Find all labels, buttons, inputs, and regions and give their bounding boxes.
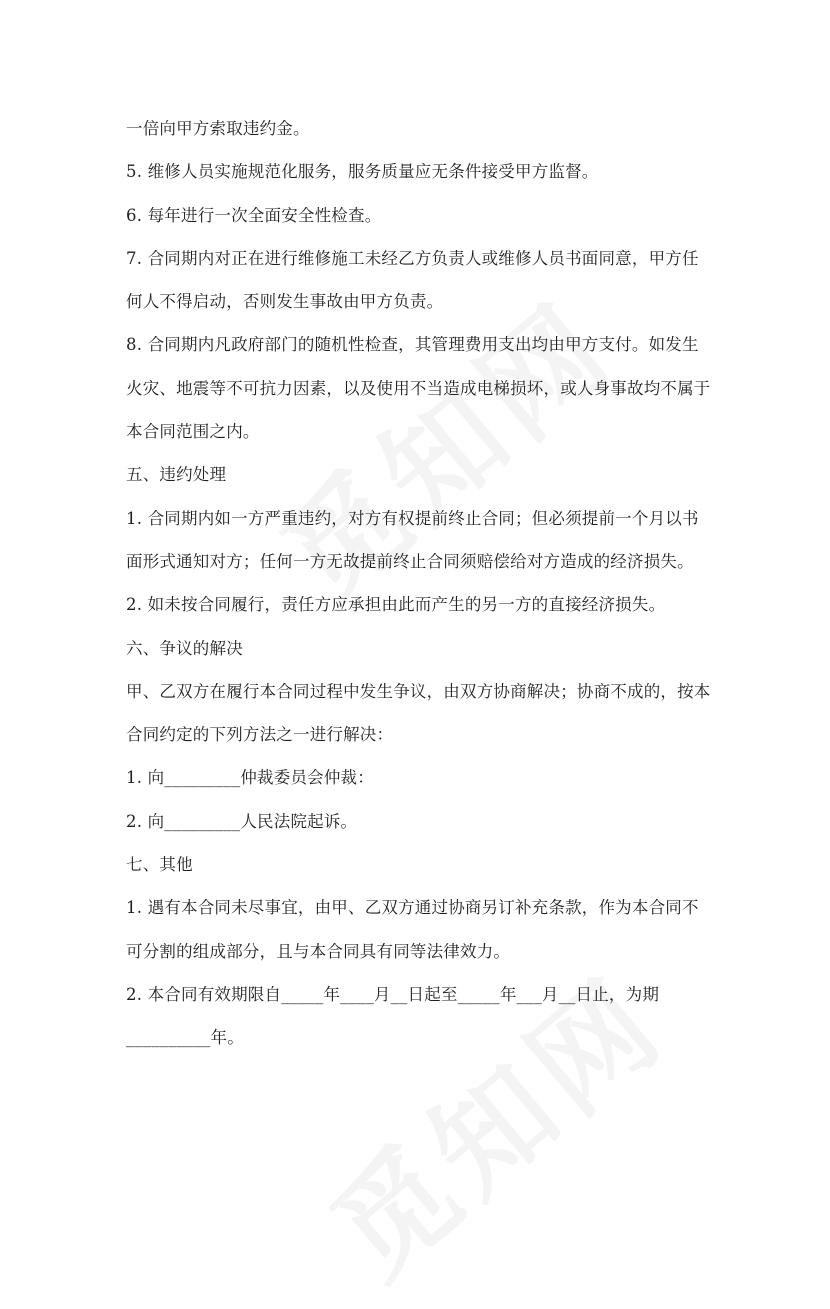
section-heading-breach: 五、违约处理 (126, 465, 227, 485)
clause-7-2-line-1: 2. 本合同有效期限自_____年____月__日起至_____年___月__日止，为期 (126, 984, 660, 1004)
document-body (126, 107, 716, 1060)
text-line-penalty-end: 一倍向甲方索取违约金。 (126, 119, 310, 138)
section-heading-dispute: 六、争议的解决 (126, 638, 243, 658)
clause-5-1-line-1: 1. 合同期内如一方严重违约，对方有权提前终止合同；但必须提前一个月以书 (126, 508, 699, 528)
clause-4-7-line-1: 7. 合同期内对正在进行维修施工未经乙方负责人或维修人员书面同意，甲方任 (126, 248, 699, 268)
clause-6-2-line: 2. 向_________人民法院起诉。 (126, 811, 358, 831)
dispute-intro-line-2: 合同约定的下列方法之一进行解决： (126, 725, 394, 745)
clause-4-5-line: 5. 维修人员实施规范化服务，服务质量应无条件接受甲方监督。 (126, 162, 599, 182)
clause-7-2-line-2: __________年。 (126, 1028, 244, 1048)
clause-7-1-line-1: 1. 遇有本合同未尽事宜，由甲、乙双方通过协商另订补充条款，作为本合同不 (126, 898, 699, 918)
clause-4-8-line-3: 本合同范围之内。 (126, 422, 260, 442)
clause-4-7-line-2: 何人不得启动，否则发生事故由甲方负责。 (126, 292, 444, 312)
clause-6-1-line: 1. 向_________仲裁委员会仲裁： (126, 768, 374, 788)
clause-4-8-line-1: 8. 合同期内凡政府部门的随机性检查，其管理费用支出均由甲方支付。如发生 (126, 335, 699, 355)
clause-5-2-line: 2. 如未按合同履行，责任方应承担由此而产生的另一方的直接经济损失。 (126, 595, 666, 615)
dispute-intro-line-1: 甲、乙双方在履行本合同过程中发生争议，由双方协商解决；协商不成的，按本 (126, 681, 711, 701)
clause-4-8-line-2: 火灾、地震等不可抗力因素，以及使用不当造成电梯损坏，或人身事故均不属于 (126, 378, 711, 398)
clause-7-1-line-2: 可分割的组成部分，且与本合同具有同等法律效力。 (126, 941, 511, 961)
clause-5-1-line-2: 面形式通知对方；任何一方无故提前终止合同须赔偿给对方造成的经济损失。 (126, 551, 694, 571)
section-heading-other: 七、其他 (126, 855, 193, 875)
clause-4-6-line: 6. 每年进行一次全面安全性检查。 (126, 205, 382, 225)
